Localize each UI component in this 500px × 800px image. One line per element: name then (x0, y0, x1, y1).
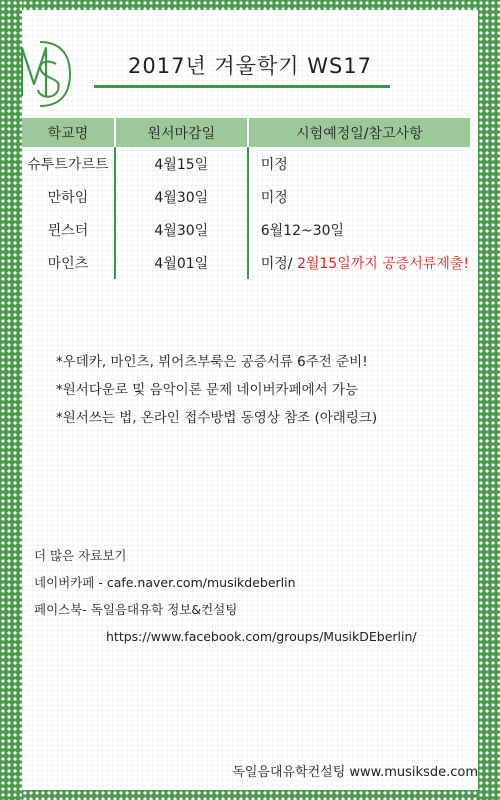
deadline-table (22, 118, 470, 279)
note-text: 6월12~30일 (260, 222, 345, 239)
note-item: *원서다운로 및 음악이론 문제 네이버카페에서 가능 (56, 382, 359, 398)
table-row (22, 213, 470, 246)
note-text: 미정 (260, 189, 288, 206)
note-item: *원서쓰는 법, 온라인 접수방법 동영상 참조 (아래링크) (56, 410, 378, 426)
note-cell (248, 246, 470, 279)
note-highlight: 2월15일까지 공증서류제출! (296, 255, 469, 272)
note-cell (248, 180, 470, 213)
school-cell: 만하임 (22, 180, 115, 213)
top-border (22, 0, 478, 10)
note-text: 미정 (260, 156, 288, 173)
column-header-deadline: 원서마감일 (115, 118, 248, 147)
table-row (22, 180, 470, 213)
column-header-note: 시험예정일/참고사항 (248, 118, 470, 147)
title-underline (94, 85, 390, 88)
brand-logo (16, 34, 76, 114)
table-row (22, 246, 470, 279)
notes-list (56, 348, 476, 432)
note-cell (248, 213, 470, 246)
note-item: *우데카, 마인츠, 뷔어츠부룩은 공증서류 6주전 준비! (56, 354, 368, 370)
footer-credit: 독일음대유학컨설팅 www.musiksde.com (232, 765, 478, 780)
bottom-border (22, 790, 478, 800)
links-section (34, 542, 474, 650)
facebook-label: 페이스북- 독일음대유학 정보&컨설팅 (34, 602, 238, 617)
deadline-cell: 4월30일 (115, 180, 248, 213)
table-header-row (22, 118, 470, 147)
note-text: 미정/ (260, 255, 297, 272)
naver-cafe-link[interactable]: 네이버카페 - cafe.naver.com/musikdeberlin (34, 575, 296, 590)
school-cell: 마인츠 (22, 246, 115, 279)
facebook-link[interactable]: https://www.facebook.com/groups/MusikDEberlin/ (106, 629, 417, 644)
deadline-cell: 4월15일 (115, 147, 248, 180)
table-row (22, 147, 470, 180)
note-cell (248, 147, 470, 180)
deadline-cell: 4월30일 (115, 213, 248, 246)
page-title: 2017년 겨울학기 WS17 (128, 54, 373, 78)
column-header-school: 학교명 (22, 118, 115, 147)
school-cell: 뮌스터 (22, 213, 115, 246)
school-cell: 슈투트가르트 (22, 147, 115, 180)
links-heading: 더 많은 자료보기 (34, 548, 127, 563)
deadline-cell: 4월01일 (115, 246, 248, 279)
